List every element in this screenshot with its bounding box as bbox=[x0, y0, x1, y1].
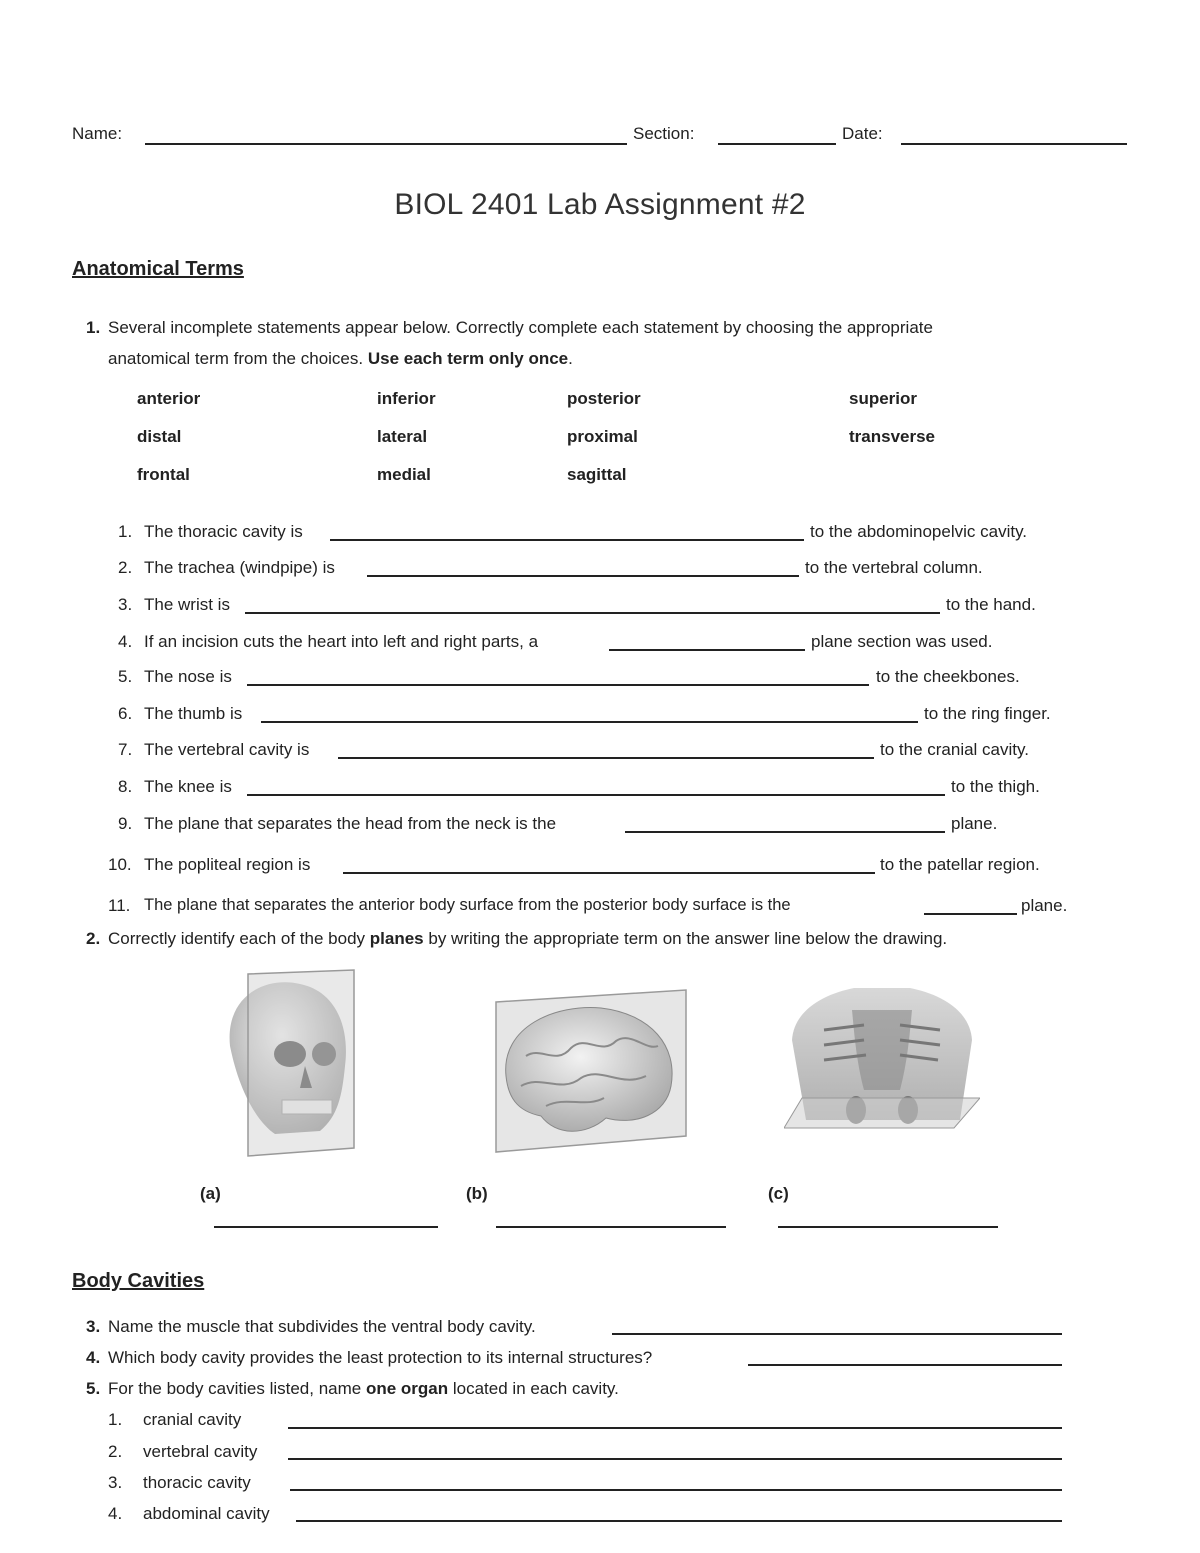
answer-line-7[interactable] bbox=[338, 757, 874, 759]
answer-line-8[interactable] bbox=[247, 794, 945, 796]
q2-text: Correctly identify each of the body planes by writing the appropriate term on the answer line below the drawing. bbox=[108, 929, 948, 948]
q1-text-line2: anatomical term from the choices. Use each term only once. bbox=[108, 349, 573, 368]
answer-line-2[interactable] bbox=[367, 575, 799, 577]
figure-a-skull-sagittal bbox=[220, 966, 360, 1160]
answer-line-figure-a[interactable] bbox=[214, 1226, 438, 1228]
answer-line-figure-c[interactable] bbox=[778, 1226, 998, 1228]
term-anterior: anterior bbox=[137, 389, 201, 408]
q1-text: Several incomplete statements appear below. Correctly complete each statement by choosing the appropriate bbox=[108, 318, 933, 337]
section-field[interactable] bbox=[718, 143, 836, 145]
cavity-answer-vertebral[interactable] bbox=[288, 1458, 1062, 1460]
answer-line-figure-b[interactable] bbox=[496, 1226, 726, 1228]
term-proximal: proximal bbox=[567, 427, 638, 446]
answer-line-11[interactable] bbox=[924, 913, 1017, 915]
cavity-answer-cranial[interactable] bbox=[288, 1427, 1062, 1429]
date-field[interactable] bbox=[901, 143, 1127, 145]
term-distal: distal bbox=[137, 427, 182, 446]
term-posterior: posterior bbox=[567, 389, 641, 408]
term-sagittal: sagittal bbox=[567, 465, 627, 484]
answer-line-1[interactable] bbox=[330, 539, 804, 541]
q4-text: Which body cavity provides the least protection to its internal structures? bbox=[108, 1348, 653, 1367]
term-transverse: transverse bbox=[849, 427, 936, 446]
section-heading-anatomical: Anatomical Terms bbox=[72, 258, 244, 280]
cavity-answer-abdominal[interactable] bbox=[296, 1520, 1062, 1522]
answer-line-9[interactable] bbox=[625, 831, 945, 833]
answer-line-5[interactable] bbox=[247, 684, 869, 686]
name-field[interactable] bbox=[145, 143, 627, 145]
term-inferior: inferior bbox=[377, 389, 436, 408]
q5-number: 5. bbox=[86, 1379, 101, 1398]
section-label: Section: bbox=[633, 124, 695, 143]
q2-number: 2. bbox=[86, 929, 101, 948]
term-lateral: lateral bbox=[377, 427, 428, 446]
answer-line-6[interactable] bbox=[261, 721, 918, 723]
q1-number: 1. bbox=[86, 318, 101, 337]
term-superior: superior bbox=[849, 389, 918, 408]
q5-text: For the body cavities listed, name one organ located in each cavity. bbox=[108, 1379, 619, 1398]
q5-emphasis: one organ bbox=[365, 1379, 449, 1398]
cavity-answer-thoracic[interactable] bbox=[290, 1489, 1062, 1491]
q2-emphasis: planes bbox=[369, 929, 424, 948]
answer-line-10[interactable] bbox=[343, 872, 875, 874]
q4-answer-line[interactable] bbox=[748, 1364, 1062, 1366]
q3-answer-line[interactable] bbox=[612, 1333, 1062, 1335]
q3-text: Name the muscle that subdivides the ventral body cavity. bbox=[108, 1317, 536, 1336]
date-label: Date: bbox=[842, 124, 883, 143]
answer-line-3[interactable] bbox=[245, 612, 940, 614]
figure-label-a: (a) bbox=[200, 1184, 221, 1203]
page-title: BIOL 2401 Lab Assignment #2 bbox=[394, 188, 806, 221]
term-frontal: frontal bbox=[137, 465, 190, 484]
figure-label-c: (c) bbox=[768, 1184, 789, 1203]
q1-instruction: Use each term only once bbox=[367, 349, 569, 368]
section-heading-cavities: Body Cavities bbox=[72, 1270, 205, 1292]
answer-line-4[interactable] bbox=[609, 649, 805, 651]
figure-b-brain-plane bbox=[486, 986, 692, 1156]
q3-number: 3. bbox=[86, 1317, 101, 1336]
name-label: Name: bbox=[72, 124, 123, 143]
term-medial: medial bbox=[377, 465, 431, 484]
figure-label-b: (b) bbox=[466, 1184, 488, 1203]
q4-number: 4. bbox=[86, 1348, 101, 1367]
figure-c-torso-transverse bbox=[784, 970, 980, 1150]
